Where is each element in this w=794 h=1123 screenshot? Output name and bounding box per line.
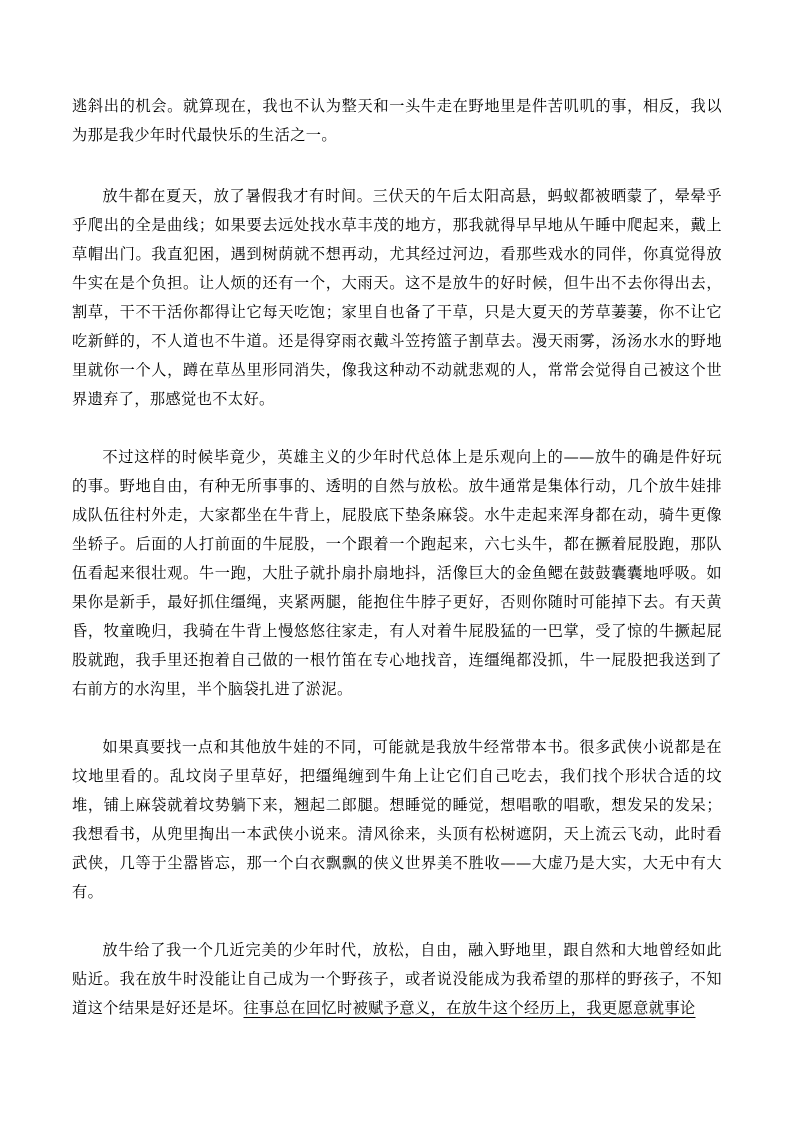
paragraph-5-plain-text: 放牛给了我一个几近完美的少年时代，放松，自由，融入野地里，跟自然和大地曾经如此贴近。我在放牛时没能让自己成为一个野孩子，或者说没能成为我希望的那样的野孩子，不知道这个结果是好还是坏。 (72, 941, 722, 1017)
paragraph-1: 逃斜出的机会。就算现在，我也不认为整天和一头牛走在野地里是件苦叽叽的事，相反，我以为那是我少年时代最快乐的生活之一。 (72, 97, 722, 144)
paragraph-2: 放牛都在夏天，放了暑假我才有时间。三伏天的午后太阳高悬，蚂蚁都被晒蒙了，晕晕乎乎爬出的全是曲线；如果要去远处找水草丰茂的地方，那我就得早早地从午睡中爬起来，戴上草帽出门。我直犯困，遇到树荫就不想再动，尤其经过河边，看那些戏水的同伴，你真觉得放牛实在是个负担。让人烦的还有一个，大雨天。这不是放牛的好时候，但牛出不去你得出去，割草，干不干活你都得让它每天吃饱；家里自也备了干草，只是大夏天的芳草萋萋，你不让它吃新鲜的，不人道也不牛道。还是得穿雨衣戴斗笠挎篮子割草去。漫天雨雾，汤汤水水的野地里就你一个人，蹲在草丛里形同消失，像我这种动不动就悲观的人，常常会觉得自己被这个世界遗弃了，那感觉也不太好。 (72, 187, 722, 408)
paragraph-3: 不过这样的时候毕竟少，英雄主义的少年时代总体上是乐观向上的——放牛的确是件好玩的事。野地自由，有种无所事事的、透明的自然与放松。放牛通常是集体行动，几个放牛娃排成队伍往村外走，大家都坐在牛背上，屁股底下垫条麻袋。水牛走起来浑身都在动，骑牛更像坐轿子。后面的人打前面的牛屁股，一个跟着一个跑起来，六七头牛，都在撅着屁股跑，那队伍看起来很壮观。牛一跑，大肚子就扑扇扑扇地抖，活像巨大的金鱼鳃在鼓鼓囊囊地呼吸。如果你是新手，最好抓住缰绳，夹紧两腿，能抱住牛脖子更好，否则你随时可能掉下去。有天黄昏，牧童晚归，我骑在牛背上慢悠悠往家走，有人对着牛屁股猛的一巴掌，受了惊的牛撅起屁股就跑，我手里还抱着自己做的一根竹笛在专心地找音，连缰绳都没抓，牛一屁股把我送到了右前方的水沟里，半个脑袋扎进了淤泥。 (72, 448, 722, 698)
paragraph-4: 如果真要找一点和其他放牛娃的不同，可能就是我放牛经常带本书。很多武侠小说都是在坟地里看的。乱坟岗子里草好，把缰绳缠到牛角上让它们自己吃去，我们找个形状合适的坟堆，铺上麻袋就着坟势躺下来，翘起二郎腿。想睡觉的睡觉，想唱歌的唱歌，想发呆的发呆；我想看书，从兜里掏出一本武侠小说来。清风徐来，头顶有松树遮阴，天上流云飞动，此时看武侠，几等于尘嚣皆忘，那一个白衣飘飘的侠义世界美不胜收——大虚乃是大实，大无中有大有。 (72, 738, 722, 901)
paragraph-5 (72, 936, 722, 1023)
underlined-sentence: 往事总在回忆时被赋予意义，在放牛这个经历上，我更愿意就事论 (243, 999, 696, 1017)
article-body (72, 92, 722, 1052)
